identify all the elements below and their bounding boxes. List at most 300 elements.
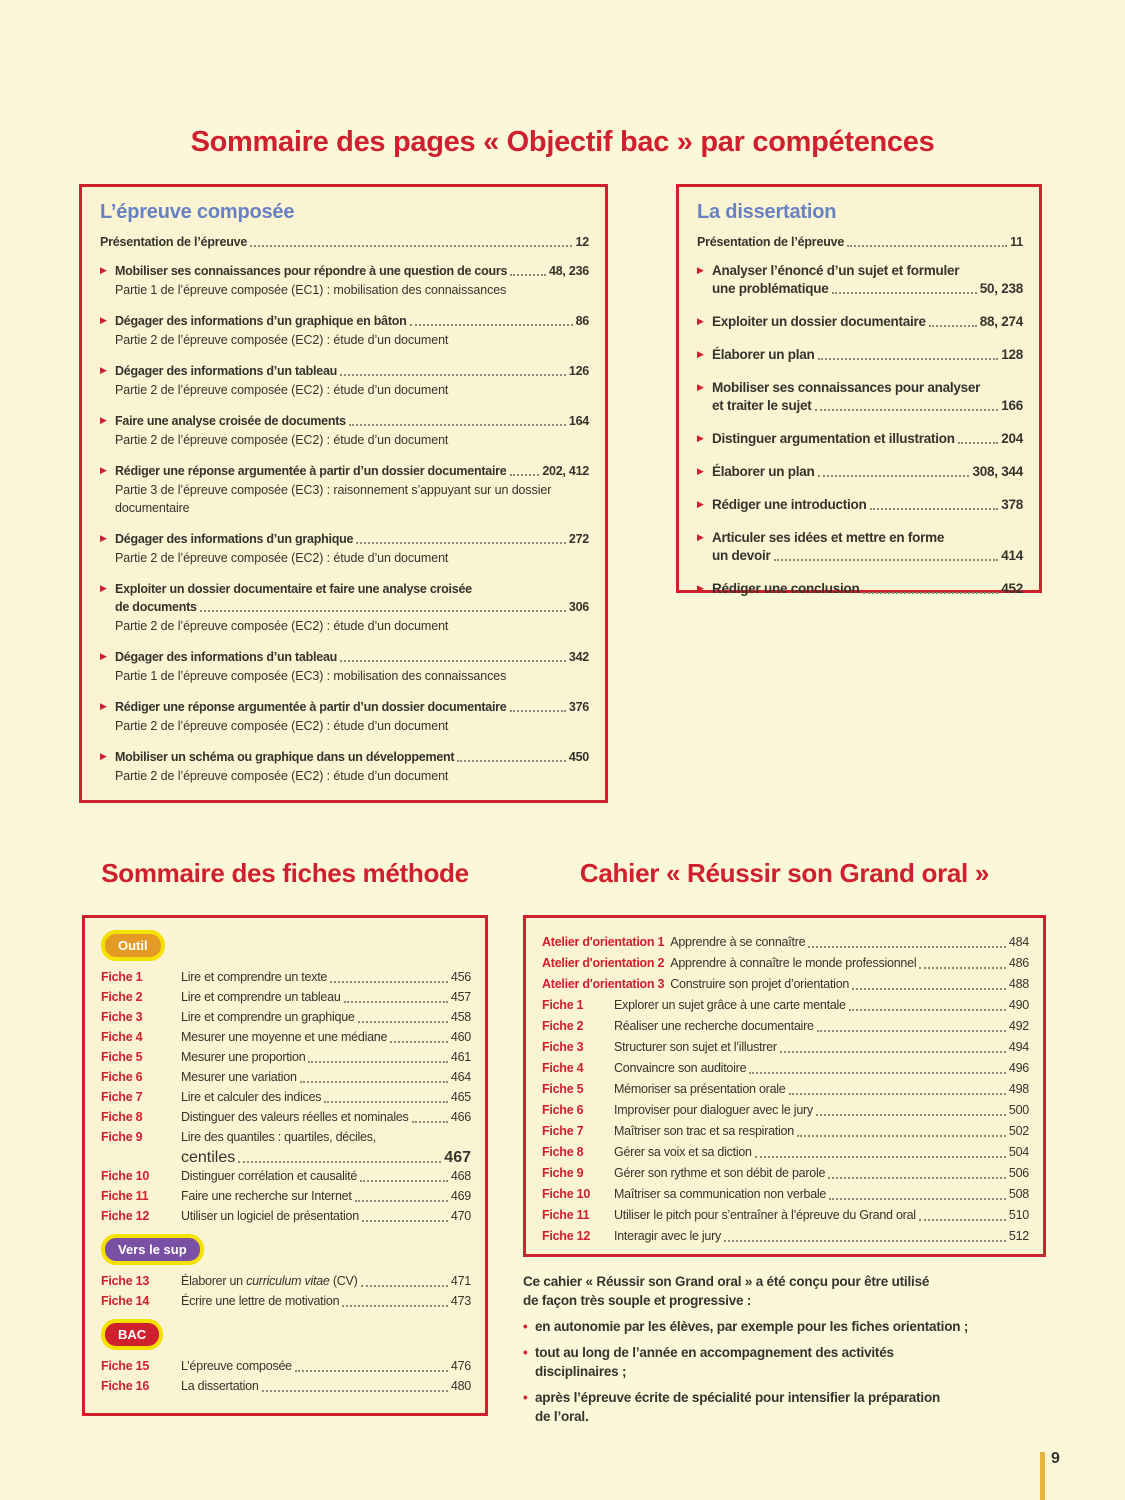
fiche-row (542, 1037, 1029, 1057)
dotted-leader (238, 1161, 441, 1163)
dotted-leader (295, 1370, 448, 1372)
entry-body (115, 412, 589, 449)
fiche-page-number: 512 (1008, 1229, 1029, 1243)
fiche-row (542, 995, 1029, 1015)
dotted-leader (828, 1177, 1006, 1179)
entry-title: Exploiter un dossier documentaire (712, 314, 926, 329)
fiche-label: Fiche 6 (542, 1103, 584, 1117)
epreuve-composee-heading: L’épreuve composée (100, 201, 295, 223)
note-bullet-line: tout au long de l’année en accompagnement des activités (535, 1345, 894, 1360)
entry-title: Élaborer un plan (712, 347, 815, 362)
entry-title-line: Articuler ses idées et mettre en forme (712, 530, 945, 545)
toc-entry (697, 529, 1023, 565)
fiche-page-number: 480 (450, 1379, 471, 1393)
toc-entry (100, 362, 589, 399)
fiche-title: Mesurer une moyenne et une médiane (181, 1030, 388, 1044)
entry-subtitle: Partie 2 de l’épreuve composée (EC2) : étude d’un document (115, 769, 449, 783)
toc-entry (100, 412, 589, 449)
arrow-bullet-icon: ▶ (100, 533, 107, 543)
dissertation-box (676, 184, 1042, 596)
fiche-page-number: 502 (1008, 1124, 1029, 1138)
badge-group (101, 1312, 471, 1357)
fiche-page-number: 476 (450, 1359, 471, 1373)
note-bullet-line: en autonomie par les élèves, par exemple pour les fiches orientation ; (535, 1319, 969, 1334)
fiche-page-number: 458 (450, 1010, 471, 1024)
badge-group (101, 1227, 471, 1272)
fiche-row (101, 1028, 471, 1047)
toc-entry (100, 648, 589, 685)
toc-entry (697, 463, 1023, 481)
note-bullet-text (535, 1317, 968, 1336)
entry-title-line (115, 748, 589, 766)
fiche-title: Gérer sa voix et sa diction (614, 1145, 752, 1159)
fiche-page-number: 470 (450, 1209, 471, 1223)
fiche-page-number: 457 (450, 990, 471, 1004)
arrow-bullet-icon: ▶ (100, 415, 107, 425)
entry-title: Dégager des informations d’un graphique en bâton (115, 314, 407, 328)
fiche-title: L’épreuve composée (181, 1359, 292, 1373)
entry-subtitle: Partie 2 de l’épreuve composée (EC2) : étude d’un document (115, 333, 449, 347)
note-bullet-line: disciplinaires ; (535, 1364, 627, 1379)
fiche-page-number: 460 (450, 1030, 471, 1044)
fiche-page-number: 484 (1008, 935, 1029, 949)
fiche-page-number: 496 (1008, 1061, 1029, 1075)
fiche-title: Écrire une lettre de motivation (181, 1294, 340, 1308)
dotted-leader (340, 374, 566, 376)
fiche-label: Fiche 7 (542, 1124, 584, 1138)
entry-title-line (712, 580, 1023, 598)
fiche-label: Fiche 8 (542, 1145, 584, 1159)
entry-title: Dégager des informations d’un tableau (115, 650, 338, 664)
dotted-leader (300, 1081, 448, 1083)
entry-title: et traiter le sujet (712, 398, 812, 413)
fiche-title: Lire et comprendre un graphique (181, 1010, 355, 1024)
toc-entry (697, 346, 1023, 364)
toc-entry (697, 313, 1023, 331)
note-bullet (523, 1317, 1046, 1336)
fiche-page-number: 456 (450, 970, 471, 984)
fiche-title: centiles (181, 1149, 236, 1166)
entry-subtitle: Partie 2 de l’épreuve composée (EC2) : étude d’un document (115, 433, 449, 447)
dotted-leader (849, 1009, 1006, 1011)
entry-title: Rédiger une conclusion (712, 581, 860, 596)
dotted-leader (816, 1114, 1006, 1116)
entry-page-number: 166 (1001, 398, 1023, 413)
fiche-page-number: 506 (1008, 1166, 1029, 1180)
fiche-label: Fiche 2 (542, 1019, 584, 1033)
fiche-title: Réaliser une recherche documentaire (614, 1019, 814, 1033)
indent-spacer (101, 1148, 181, 1167)
entry-title-line (115, 648, 589, 666)
entry-title-line: Analyser l’énoncé d’un sujet et formuler (712, 263, 960, 278)
fiche-title: Utiliser un logiciel de présentation (181, 1209, 359, 1223)
fiche-page-number: 504 (1008, 1145, 1029, 1159)
fiche-title: Apprendre à connaître le monde professionnel (670, 956, 917, 970)
dotted-leader (870, 508, 999, 510)
dotted-leader (852, 988, 1006, 990)
dotted-leader (808, 946, 1006, 948)
grand-oral-title: Cahier « Réussir son Grand oral » (579, 858, 990, 888)
dotted-leader (929, 325, 977, 327)
fiche-title: Lire des quantiles : quartiles, déciles, (181, 1130, 376, 1144)
fiche-page-number: 466 (450, 1110, 471, 1124)
fiche-row (101, 1068, 471, 1087)
fiche-row (101, 1128, 471, 1147)
dissertation-entry-list (697, 262, 1023, 598)
entry-page-number: 126 (568, 364, 589, 378)
fiche-row (542, 1184, 1029, 1204)
fiche-page-number: 500 (1008, 1103, 1029, 1117)
toc-entry (100, 462, 589, 517)
entry-title-line (712, 496, 1023, 514)
entry-title-line: Mobiliser ses connaissances pour analyser (712, 380, 981, 395)
entry-title-line (712, 346, 1023, 364)
dotted-leader (510, 710, 566, 712)
presentation-label: Présentation de l’épreuve (697, 235, 845, 249)
entry-body (712, 346, 1023, 364)
badge-vers-le-sup: Vers le sup (101, 1234, 204, 1265)
fiche-title: Gérer son rythme et son débit de parole (614, 1166, 826, 1180)
entry-body (712, 496, 1023, 514)
fiche-page-number: 461 (450, 1050, 471, 1064)
arrow-bullet-icon: ▶ (697, 349, 704, 359)
fiche-label: Fiche 14 (101, 1294, 150, 1308)
grand-oral-note (523, 1272, 1046, 1426)
fiche-label: Fiche 5 (542, 1082, 584, 1096)
note-bullet-text (535, 1388, 940, 1426)
toc-entry (697, 580, 1023, 598)
entry-page-number: 86 (575, 314, 589, 328)
dotted-leader (250, 245, 572, 247)
fiche-row (101, 1088, 471, 1107)
entry-title: Rédiger une introduction (712, 497, 867, 512)
fiche-row-continuation (101, 1148, 471, 1167)
arrow-bullet-icon: ▶ (697, 532, 704, 542)
presentation-page-number: 12 (575, 235, 589, 249)
fiche-row (101, 1377, 471, 1396)
bullet-dot-icon: • (523, 1345, 528, 1360)
fiche-title: Lire et calculer des indices (181, 1090, 322, 1104)
dotted-leader (749, 1072, 1006, 1074)
badge-bac: BAC (101, 1319, 163, 1350)
entry-page-number: 308, 344 (972, 464, 1023, 479)
entry-body (115, 312, 589, 349)
fiche-row (101, 1108, 471, 1127)
dotted-leader (863, 592, 999, 594)
fiches-methode-box (82, 915, 488, 1416)
entry-title: un devoir (712, 548, 771, 563)
fiche-row (101, 1292, 471, 1311)
dotted-leader (349, 424, 566, 426)
entry-body (712, 262, 1023, 298)
fiche-label: Fiche 11 (101, 1189, 149, 1203)
entry-page-number: 414 (1001, 548, 1023, 563)
dotted-leader (815, 409, 999, 411)
entry-page-number: 452 (1001, 581, 1023, 596)
bullet-dot-icon: • (523, 1319, 528, 1334)
entry-body (115, 530, 589, 567)
note-bullet (523, 1388, 1046, 1426)
fiche-row (542, 1079, 1029, 1099)
entry-page-number: 450 (568, 750, 589, 764)
fiche-page-number: 465 (450, 1090, 471, 1104)
entry-title: une problématique (712, 281, 829, 296)
dotted-leader (818, 358, 999, 360)
entry-title-line (712, 280, 1023, 298)
fiche-title: Maîtriser son trac et sa respiration (614, 1124, 794, 1138)
fiche-label: Fiche 3 (542, 1040, 584, 1054)
fiche-label: Fiche 9 (542, 1166, 584, 1180)
fiche-title: Construire son projet d’orientation (670, 977, 850, 991)
fiche-label: Fiche 3 (101, 1010, 143, 1024)
entry-body (712, 379, 1023, 415)
entry-title-line (115, 312, 589, 330)
fiches-methode-title: Sommaire des fiches méthode (101, 858, 469, 888)
note-intro (523, 1272, 1046, 1310)
fiche-label: Atelier d'orientation 2 (542, 956, 665, 970)
fiche-title: Interagir avec le jury (614, 1229, 722, 1243)
dotted-leader (308, 1061, 447, 1063)
fiche-page-number: 464 (450, 1070, 471, 1084)
fiche-title: Structurer son sujet et l’illustrer (614, 1040, 777, 1054)
fiche-row (542, 932, 1029, 952)
fiche-title: Convaincre son auditoire (614, 1061, 747, 1075)
entry-body (712, 580, 1023, 598)
dotted-leader (817, 1030, 1006, 1032)
dotted-leader (847, 245, 1007, 247)
entry-title-line (712, 430, 1023, 448)
dotted-leader (724, 1240, 1006, 1242)
fiche-title: Mesurer une variation (181, 1070, 297, 1084)
fiche-row (101, 1272, 471, 1291)
dotted-leader (344, 1001, 448, 1003)
arrow-bullet-icon: ▶ (100, 651, 107, 661)
fiche-label: Fiche 1 (542, 998, 584, 1012)
entry-title-line (712, 463, 1023, 481)
fiche-row (542, 1121, 1029, 1141)
fiche-page-number: 494 (1008, 1040, 1029, 1054)
fiche-row (101, 1167, 471, 1186)
dotted-leader (358, 1021, 448, 1023)
dotted-leader (774, 559, 999, 561)
dissertation-heading: La dissertation (697, 201, 837, 223)
entry-page-number: 306 (568, 600, 589, 614)
presentation-row (697, 233, 1023, 251)
dotted-leader (362, 1220, 448, 1222)
arrow-bullet-icon: ▶ (697, 499, 704, 509)
fiche-row (542, 1163, 1029, 1183)
fiche-title: Distinguer des valeurs réelles et nominales (181, 1110, 409, 1124)
bullet-dot-icon: • (523, 1390, 528, 1405)
dotted-leader (412, 1121, 448, 1123)
entry-page-number: 272 (568, 532, 589, 546)
entry-subtitle: Partie 2 de l’épreuve composée (EC2) : étude d’un document (115, 383, 449, 397)
entry-title: Faire une analyse croisée de documents (115, 414, 346, 428)
toc-entry (697, 496, 1023, 514)
fiche-page-number: 488 (1008, 977, 1029, 991)
fiche-title: Faire une recherche sur Internet (181, 1189, 352, 1203)
badge-outil: Outil (101, 930, 165, 961)
entry-subtitle: Partie 1 de l’épreuve composée (EC3) : mobilisation des connaissances (115, 669, 507, 683)
fiche-row (542, 1016, 1029, 1036)
fiche-row (542, 1205, 1029, 1225)
entry-page-number: 204 (1001, 431, 1023, 446)
page-title: Sommaire des pages « Objectif bac » par compétences (190, 126, 935, 158)
entry-title-line: Exploiter un dossier documentaire et faire une analyse croisée (115, 582, 472, 596)
entry-subtitle: Partie 2 de l’épreuve composée (EC2) : étude d’un document (115, 551, 449, 565)
entry-title-line (115, 698, 589, 716)
fiche-label: Fiche 2 (101, 990, 143, 1004)
dotted-leader (755, 1156, 1006, 1158)
entry-subtitle: Partie 3 de l’épreuve composée (EC3) : raisonnement s’appuyant sur un dossier documentaire (115, 483, 552, 515)
dotted-leader (390, 1041, 448, 1043)
entry-body (115, 462, 589, 517)
dotted-leader (829, 1198, 1006, 1200)
arrow-bullet-icon: ▶ (100, 265, 107, 275)
entry-title-line (115, 530, 589, 548)
badge-group (101, 930, 471, 968)
fiche-row (542, 1100, 1029, 1120)
fiche-row (101, 1187, 471, 1206)
entry-body (712, 463, 1023, 481)
toc-entry (100, 530, 589, 567)
fiche-page-number: 468 (450, 1169, 471, 1183)
fiche-page-number: 467 (444, 1149, 471, 1166)
arrow-bullet-icon: ▶ (697, 583, 704, 593)
note-bullet-line: de l’oral. (535, 1409, 589, 1424)
fiche-label: Fiche 10 (542, 1187, 591, 1201)
arrow-bullet-icon: ▶ (100, 583, 107, 593)
arrow-bullet-icon: ▶ (100, 315, 107, 325)
note-intro-line: Ce cahier « Réussir son Grand oral » a été conçu pour être utilisé (523, 1274, 930, 1289)
fiche-page-number: 473 (450, 1294, 471, 1308)
toc-entry (100, 748, 589, 785)
epreuve-entry-list (100, 262, 589, 785)
page-number-bar (1040, 1452, 1045, 1500)
entry-title: Mobiliser un schéma ou graphique dans un développement (115, 750, 455, 764)
entry-page-number: 128 (1001, 347, 1023, 362)
toc-entry (100, 698, 589, 735)
fiche-title: Maîtriser sa communication non verbale (614, 1187, 827, 1201)
fiche-label: Fiche 12 (101, 1209, 150, 1223)
entry-title: Dégager des informations d’un tableau (115, 364, 338, 378)
fiche-title: Explorer un sujet grâce à une carte mentale (614, 998, 846, 1012)
entry-page-number: 202, 412 (542, 464, 589, 478)
entry-body (115, 362, 589, 399)
toc-entry (697, 379, 1023, 415)
toc-entry (697, 430, 1023, 448)
fiche-label: Fiche 10 (101, 1169, 150, 1183)
entry-title: de documents (115, 600, 197, 614)
presentation-row (100, 233, 589, 251)
fiche-label: Fiche 4 (101, 1030, 143, 1044)
fiche-page-number: 490 (1008, 998, 1029, 1012)
fiche-label: Fiche 6 (101, 1070, 143, 1084)
fiche-row (101, 1008, 471, 1027)
arrow-bullet-icon: ▶ (100, 365, 107, 375)
entry-title: Rédiger une réponse argumentée à partir d’un dossier documentaire (115, 464, 507, 478)
fiche-row (101, 988, 471, 1007)
presentation-page-number: 11 (1010, 235, 1023, 249)
entry-title: Mobiliser ses connaissances pour répondre à une question de cours (115, 264, 508, 278)
entry-title-line (115, 598, 589, 616)
dotted-leader (355, 1200, 448, 1202)
entry-page-number: 164 (568, 414, 589, 428)
toc-entry (100, 262, 589, 299)
dotted-leader (340, 660, 566, 662)
dotted-leader (410, 324, 573, 326)
fiche-label: Fiche 7 (101, 1090, 143, 1104)
arrow-bullet-icon: ▶ (697, 316, 704, 326)
fiche-label: Fiche 9 (101, 1130, 143, 1144)
fiche-label: Atelier d'orientation 3 (542, 977, 665, 991)
toc-entry (697, 262, 1023, 298)
fiche-label: Fiche 8 (101, 1110, 143, 1124)
fiche-title: Élaborer un curriculum vitae (CV) (181, 1274, 358, 1288)
entry-body (712, 313, 1023, 331)
entry-page-number: 376 (568, 700, 589, 714)
entry-page-number: 88, 274 (979, 314, 1023, 329)
note-bullet (523, 1343, 1046, 1381)
fiche-label: Fiche 16 (101, 1379, 150, 1393)
entry-page-number: 378 (1001, 497, 1023, 512)
entry-title-line (115, 462, 589, 480)
arrow-bullet-icon: ▶ (100, 701, 107, 711)
fiche-row (101, 1048, 471, 1067)
dotted-leader (818, 475, 970, 477)
fiche-row (542, 953, 1029, 973)
arrow-bullet-icon: ▶ (100, 465, 107, 475)
entry-body (115, 648, 589, 685)
entry-body (712, 529, 1023, 565)
fiche-row (542, 1142, 1029, 1162)
toc-entry (100, 312, 589, 349)
entry-page-number: 342 (568, 650, 589, 664)
note-bullet-line: après l’épreuve écrite de spécialité pour intensifier la préparation (535, 1390, 941, 1405)
dotted-leader (510, 274, 546, 276)
dotted-leader (200, 610, 566, 612)
entry-title-line (712, 397, 1023, 415)
note-intro-line: de façon très souple et progressive : (523, 1293, 752, 1308)
entry-subtitle: Partie 2 de l’épreuve composée (EC2) : étude d’un document (115, 619, 449, 633)
entry-title-line (712, 313, 1023, 331)
fiche-label: Fiche 13 (101, 1274, 150, 1288)
presentation-label: Présentation de l’épreuve (100, 235, 248, 249)
entry-title-line (115, 412, 589, 430)
fiche-title: Mémoriser sa présentation orale (614, 1082, 786, 1096)
entry-body (115, 698, 589, 735)
dotted-leader (919, 1219, 1006, 1221)
fiche-label: Fiche 4 (542, 1061, 584, 1075)
entry-page-number: 50, 238 (979, 281, 1023, 296)
entry-subtitle: Partie 2 de l’épreuve composée (EC2) : étude d’un document (115, 719, 449, 733)
dotted-leader (356, 542, 566, 544)
entry-title-line (712, 547, 1023, 565)
entry-subtitle: Partie 1 de l’épreuve composée (EC1) : mobilisation des connaissances (115, 283, 507, 297)
dotted-leader (360, 1180, 448, 1182)
arrow-bullet-icon: ▶ (697, 265, 704, 275)
fiche-row (542, 1226, 1029, 1246)
fiche-title: Lire et comprendre un texte (181, 970, 328, 984)
dotted-leader (958, 442, 998, 444)
dotted-leader (324, 1101, 448, 1103)
entry-title: Dégager des informations d’un graphique (115, 532, 354, 546)
dotted-leader (789, 1093, 1006, 1095)
dotted-leader (919, 967, 1006, 969)
fiche-page-number: 492 (1008, 1019, 1029, 1033)
entry-title: Distinguer argumentation et illustration (712, 431, 955, 446)
dotted-leader (457, 760, 566, 762)
